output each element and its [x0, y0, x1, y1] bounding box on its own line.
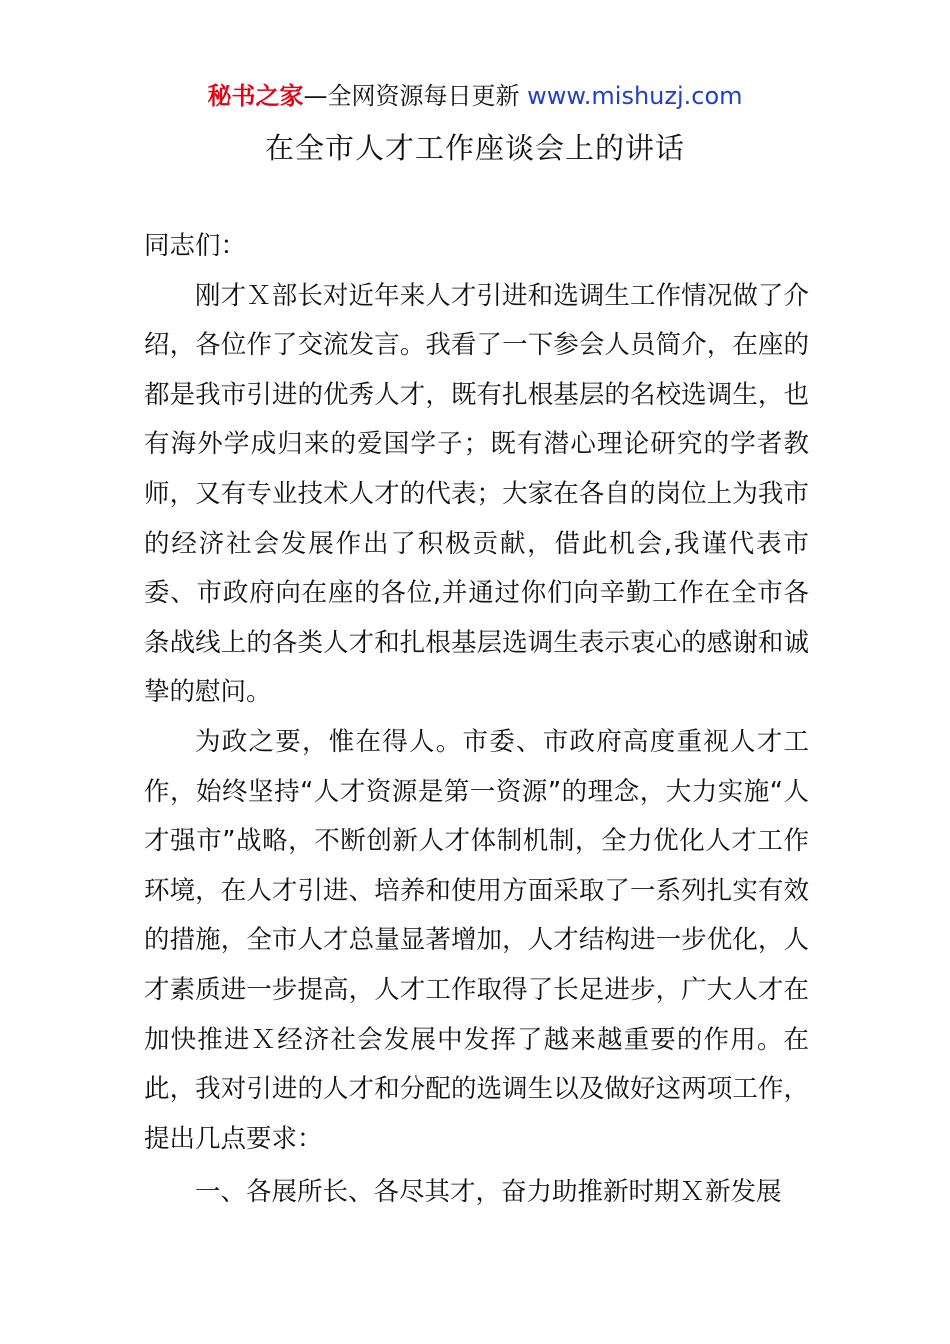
body-paragraph: 为政之要，惟在得人。市委、市政府高度重视人才工作，始终坚持“人才资源是第一资源”的理念，大力实施“人才强市”战略，不断创新人才体制机制，全力优化人才工作环境，在人才引进、培养和使用方面采取了一系列扎实有效的措施，全市人才总量显著增加，人才结构进一步优化，人才素质进一步提高，人才工作取得了长足进步，广大人才在加快推进Ｘ经济社会发展中发挥了越来越重要的作用。在此，我对引进的人才和分配的选调生以及做好这两项工作，提出几点要求：: [144, 726, 809, 1154]
section-heading: 一、各展所长、各尽其才，奋力助推新时期Ｘ新发展: [195, 1177, 782, 1208]
document-title: 在全市人才工作座谈会上的讲话: [264, 131, 685, 165]
site-url-link[interactable]: www.mishuzj.com: [527, 82, 743, 110]
banner-tagline: —全网资源每日更新: [303, 82, 528, 110]
site-banner: [0, 80, 950, 112]
body-paragraph: 刚才Ｘ部长对近年来人才引进和选调生工作情况做了介绍，各位作了交流发言。我看了一下参会人员简介，在座的都是我市引进的优秀人才，既有扎根基层的名校选调生，也有海外学成归来的爱国学子；既有潜心理论研究的学者教师，又有专业技术人才的代表；大家在各自的岗位上为我市的经济社会发展作出了积极贡献，借此机会,我谨代表市委、市政府向在座的各位,并通过你们向辛勤工作在全市各条战线上的各类人才和扎根基层选调生表示衷心的感谢和诚挚的慰问。: [144, 280, 809, 708]
brand-name: 秘书之家: [207, 82, 304, 110]
document-body: [144, 222, 809, 1218]
salutation: 同志们：: [144, 231, 247, 261]
